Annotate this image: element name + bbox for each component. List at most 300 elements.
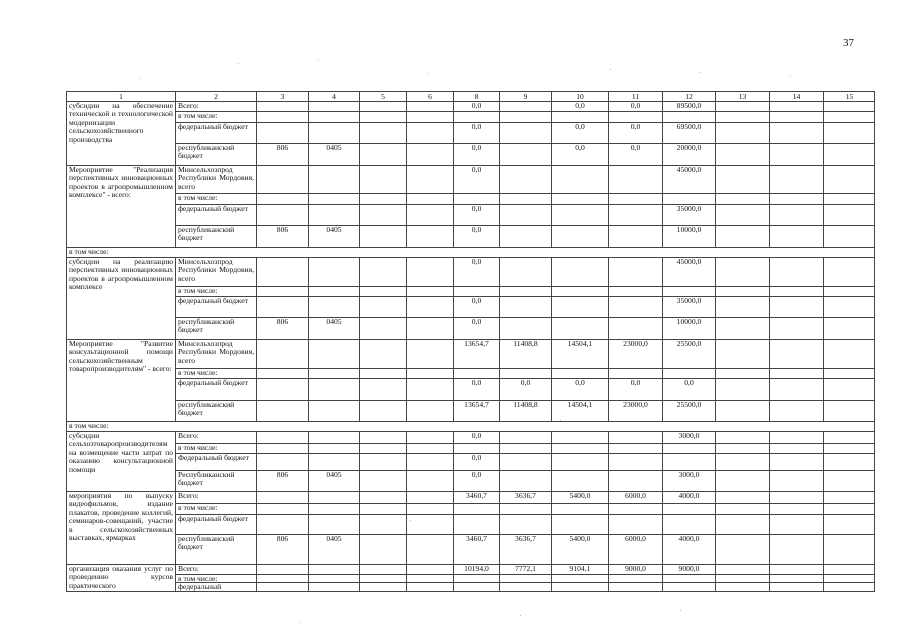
cell-text: в том числе: (69, 247, 109, 256)
table-cell (499, 491, 551, 503)
table-cell (769, 368, 823, 378)
cell-text: 13654,7 (464, 400, 489, 409)
table-cell (551, 165, 608, 193)
table-cell (662, 503, 715, 514)
cell-text: 0405 (326, 225, 342, 234)
table-cell (359, 111, 406, 122)
table-cell (453, 296, 499, 317)
cell-text: Минсельхозпрод Республики Мордовия, всего (178, 257, 254, 283)
table-cell (715, 111, 769, 122)
table-cell (256, 431, 308, 443)
cell-text: 13654,7 (464, 339, 489, 348)
table-cell (608, 491, 662, 503)
table-cell (308, 431, 359, 443)
funding-source (175, 431, 256, 443)
table-cell (715, 574, 769, 582)
table-cell (499, 225, 551, 247)
scan-speck (610, 69, 611, 70)
scan-speck (300, 622, 301, 623)
table-cell (823, 204, 875, 225)
table-cell (359, 491, 406, 503)
cell-text: 3000,0 (678, 470, 700, 479)
cell-text: 0,0 (471, 378, 482, 387)
table-cell (769, 143, 823, 165)
cell-text: в том числе: (178, 503, 218, 512)
table-cell (406, 400, 453, 421)
table-cell (359, 165, 406, 193)
cell-text: 3636,7 (515, 491, 536, 500)
table-cell (256, 503, 308, 514)
table-cell (499, 257, 551, 286)
table-cell (406, 378, 453, 400)
table-cell (359, 257, 406, 286)
cell-text: 6000,0 (625, 491, 646, 500)
table-cell (453, 143, 499, 165)
cell-text: 9 (523, 92, 528, 101)
cell-text: 0,0 (471, 317, 482, 326)
cell-text: субсидии сельхозтоваропроизводителям на возмещение части затрат по оказанию консультационной помощи (69, 431, 173, 474)
table-cell (551, 400, 608, 421)
cell-text: 35000,0 (676, 204, 702, 213)
table-cell (406, 503, 453, 514)
cell-text: Всего: (178, 431, 199, 440)
funding-source (175, 453, 256, 470)
cell-text: 8 (474, 92, 479, 101)
table-cell (823, 225, 875, 247)
table-cell (406, 582, 453, 592)
table-cell (551, 204, 608, 225)
table-cell (608, 317, 662, 339)
table-cell (823, 400, 875, 421)
table-cell (406, 453, 453, 470)
cell-text: 15 (845, 92, 854, 101)
table-cell (551, 193, 608, 204)
table-cell (608, 225, 662, 247)
table-cell (715, 225, 769, 247)
cell-text: Федеральный бюджет (178, 453, 249, 462)
table-cell (715, 582, 769, 592)
table-cell (823, 378, 875, 400)
table-cell (715, 286, 769, 296)
table-cell (769, 317, 823, 339)
cell-text: 5 (381, 92, 385, 101)
cell-text: 11408,8 (513, 339, 538, 348)
table-cell (551, 503, 608, 514)
table-cell (453, 101, 499, 111)
table-cell (499, 368, 551, 378)
column-header (453, 91, 499, 101)
table-cell (715, 431, 769, 443)
cell-text: 3460,7 (466, 491, 487, 500)
cell-text: мероприятия по выпуску видеофильмов, издание плакатов, проведение коллегий, семинаров-совещаний, участие в сельскохозяйственных выставках, ярмарках (69, 491, 173, 543)
cell-text: 10000,0 (676, 225, 702, 234)
table-cell (453, 368, 499, 378)
table-cell (499, 400, 551, 421)
table-cell (308, 339, 359, 368)
table-cell (308, 165, 359, 193)
table-cell (551, 574, 608, 582)
table-cell (359, 503, 406, 514)
cell-text: Всего: (178, 491, 199, 500)
cell-text: 0405 (326, 143, 342, 152)
cell-text: Мероприятие "Развитие консультационной помощи сельскохозяйственным товаропроизводителям" - всего: (69, 339, 173, 374)
table-cell (769, 564, 823, 574)
table-cell (359, 317, 406, 339)
table-cell (823, 574, 875, 582)
table-cell (551, 122, 608, 143)
cell-text: 0,0 (471, 257, 482, 266)
column-header (256, 91, 308, 101)
funding-source (175, 503, 256, 514)
table-cell (406, 286, 453, 296)
funding-source (175, 400, 256, 421)
measure-description (66, 165, 175, 247)
table-cell (551, 368, 608, 378)
table-cell (256, 534, 308, 564)
cell-text: в том числе: (178, 443, 218, 452)
table-cell (499, 534, 551, 564)
table-cell (256, 574, 308, 582)
table-cell (715, 470, 769, 491)
cell-text: 9104,1 (569, 564, 591, 573)
cell-text: 0,0 (471, 143, 482, 152)
table-cell (551, 534, 608, 564)
table-cell (608, 101, 662, 111)
cell-text: Мероприятие "Реализация перспективных инновационных проектов в агропромышленном комплексе" - всего: (69, 165, 173, 200)
table-cell (499, 122, 551, 143)
cell-text: федеральный бюджет (178, 514, 248, 523)
column-header (359, 91, 406, 101)
table-cell (715, 193, 769, 204)
table-cell (359, 582, 406, 592)
cell-text: 0405 (326, 470, 342, 479)
table-cell (308, 400, 359, 421)
scan-speck (410, 520, 411, 521)
table-cell (551, 378, 608, 400)
table-cell (662, 317, 715, 339)
table-cell (256, 582, 308, 592)
page-number: 37 (843, 37, 854, 49)
table-cell (453, 286, 499, 296)
cell-text: 35000,0 (676, 296, 702, 305)
table-cell (359, 564, 406, 574)
table-cell (453, 582, 499, 592)
table-cell (608, 431, 662, 443)
table-cell (308, 470, 359, 491)
table-cell (823, 143, 875, 165)
table-cell (499, 574, 551, 582)
table-cell (823, 317, 875, 339)
table-cell (308, 514, 359, 534)
table-cell (499, 443, 551, 453)
table-cell (359, 204, 406, 225)
cell-text: 14504,1 (567, 400, 593, 409)
table-cell (308, 143, 359, 165)
cell-text: Минсельхозпрод Республики Мордовия, всего (178, 165, 254, 191)
cell-text: 0,0 (471, 470, 482, 479)
table-cell (662, 491, 715, 503)
measure-description (66, 564, 175, 592)
table-cell (608, 453, 662, 470)
table-cell (551, 582, 608, 592)
table-cell (256, 339, 308, 368)
table-cell (308, 453, 359, 470)
table-cell (715, 257, 769, 286)
table-cell (662, 582, 715, 592)
table-cell (662, 339, 715, 368)
table-cell (453, 470, 499, 491)
table-cell (406, 534, 453, 564)
cell-text: 9000,0 (625, 564, 646, 573)
table-cell (499, 111, 551, 122)
table-cell (453, 165, 499, 193)
table-cell (608, 143, 662, 165)
table-cell (715, 296, 769, 317)
scan-speck (560, 420, 561, 421)
table-cell (715, 503, 769, 514)
table-cell (769, 122, 823, 143)
cell-text: 806 (276, 470, 289, 479)
funding-source (175, 225, 256, 247)
table-cell (662, 296, 715, 317)
table-cell (715, 165, 769, 193)
table-cell (453, 339, 499, 368)
table-cell (308, 286, 359, 296)
cell-text: 0,0 (471, 296, 482, 305)
table-cell (359, 470, 406, 491)
table-cell (406, 564, 453, 574)
table-cell (499, 431, 551, 443)
funding-source (175, 101, 256, 111)
funding-source (175, 143, 256, 165)
table-cell (769, 257, 823, 286)
table-cell (715, 443, 769, 453)
table-cell (359, 574, 406, 582)
table-cell (769, 491, 823, 503)
cell-text: 0405 (326, 317, 342, 326)
cell-text: 0,0 (471, 453, 482, 462)
cell-text: 0,0 (471, 431, 482, 440)
table-cell (715, 534, 769, 564)
table-cell (662, 111, 715, 122)
table-cell (256, 378, 308, 400)
table-cell (308, 193, 359, 204)
table-cell (453, 400, 499, 421)
table-cell (359, 225, 406, 247)
table-cell (715, 368, 769, 378)
column-header (715, 91, 769, 101)
table-cell (769, 453, 823, 470)
table-cell (823, 286, 875, 296)
table-cell (823, 534, 875, 564)
cell-text: 0,0 (630, 101, 641, 110)
funding-source (175, 534, 256, 564)
table-cell (499, 378, 551, 400)
table-cell (662, 564, 715, 574)
cell-text: 14 (792, 92, 801, 101)
table-cell (715, 122, 769, 143)
cell-text: республиканский бюджет (178, 400, 235, 418)
table-cell (308, 257, 359, 286)
table-cell (499, 582, 551, 592)
table-cell (256, 111, 308, 122)
column-header (823, 91, 875, 101)
table-cell (256, 296, 308, 317)
cell-text: 0,0 (630, 143, 641, 152)
cell-text: 45000,0 (676, 257, 702, 266)
table-cell (608, 400, 662, 421)
table-cell (769, 431, 823, 443)
table-cell (256, 143, 308, 165)
table-cell (406, 443, 453, 453)
cell-text: 20000,0 (676, 143, 702, 152)
table-cell (308, 296, 359, 317)
table-cell (359, 296, 406, 317)
table-cell (551, 257, 608, 286)
table-cell (308, 204, 359, 225)
table-cell (406, 470, 453, 491)
table-cell (662, 534, 715, 564)
table-cell (823, 491, 875, 503)
table-cell (769, 574, 823, 582)
table-cell (256, 470, 308, 491)
cell-text: 0,0 (630, 122, 641, 131)
table-cell (406, 101, 453, 111)
table-cell (662, 431, 715, 443)
table-cell (406, 165, 453, 193)
table-cell (256, 101, 308, 111)
cell-text: 1 (119, 92, 123, 101)
table-cell (769, 582, 823, 592)
table-cell (499, 564, 551, 574)
table-cell (769, 443, 823, 453)
table-cell (359, 514, 406, 534)
cell-text: 0,0 (471, 165, 482, 174)
cell-text: в том числе: (69, 421, 109, 430)
table-cell (715, 317, 769, 339)
funding-source (175, 122, 256, 143)
table-cell (256, 193, 308, 204)
measure-description (66, 491, 175, 564)
scan-speck (140, 78, 141, 79)
table-cell (662, 143, 715, 165)
cell-text: 6 (428, 92, 432, 101)
table-cell (823, 514, 875, 534)
table-cell (453, 193, 499, 204)
table-cell (715, 143, 769, 165)
table-cell (769, 286, 823, 296)
table-cell (453, 122, 499, 143)
table-cell (359, 286, 406, 296)
table-cell (256, 491, 308, 503)
cell-text: 0,0 (471, 101, 482, 110)
table-cell (823, 470, 875, 491)
table-cell (769, 514, 823, 534)
table-cell (308, 378, 359, 400)
table-cell (715, 453, 769, 470)
measure-description (66, 257, 175, 339)
cell-text: 0,0 (684, 378, 694, 387)
table-cell (715, 204, 769, 225)
table-cell (499, 296, 551, 317)
cell-text: 0,0 (575, 122, 585, 131)
section-subheading (66, 247, 875, 257)
table-cell (823, 443, 875, 453)
table-cell (359, 339, 406, 368)
cell-text: федеральный бюджет (178, 122, 248, 131)
funding-source (175, 286, 256, 296)
table-cell (662, 443, 715, 453)
table-cell (769, 165, 823, 193)
column-header (551, 91, 608, 101)
table-cell (308, 111, 359, 122)
cell-text: 5400,0 (569, 491, 591, 500)
scan-speck (238, 63, 239, 64)
table-cell (662, 101, 715, 111)
table-cell (662, 193, 715, 204)
table-cell (551, 564, 608, 574)
table-cell (608, 564, 662, 574)
column-header (608, 91, 662, 101)
cell-text: 0,0 (575, 143, 585, 152)
funding-source (175, 204, 256, 225)
table-cell (551, 470, 608, 491)
table-cell (551, 453, 608, 470)
table-cell (406, 225, 453, 247)
table-cell (359, 431, 406, 443)
cell-text: 25500,0 (676, 339, 702, 348)
table-cell (499, 470, 551, 491)
table-cell (308, 574, 359, 582)
table-cell (453, 514, 499, 534)
table-cell (453, 257, 499, 286)
table-cell (769, 503, 823, 514)
funding-source (175, 582, 256, 592)
table-cell (769, 339, 823, 368)
table-cell (551, 514, 608, 534)
cell-text: федеральный (178, 582, 222, 591)
table-cell (359, 368, 406, 378)
cell-text: 806 (276, 225, 289, 234)
table-cell (256, 514, 308, 534)
table-cell (308, 491, 359, 503)
table-cell (823, 101, 875, 111)
table-cell (308, 225, 359, 247)
table-cell (608, 296, 662, 317)
table-cell (551, 143, 608, 165)
funding-source (175, 378, 256, 400)
table-cell (256, 122, 308, 143)
column-header (662, 91, 715, 101)
table-cell (769, 101, 823, 111)
column-header (175, 91, 256, 101)
table-cell (453, 574, 499, 582)
cell-text: республиканский бюджет (178, 534, 235, 552)
cell-text: 10194,0 (464, 564, 489, 573)
table-cell (823, 582, 875, 592)
cell-text: 9000,0 (678, 564, 700, 573)
table-cell (308, 368, 359, 378)
table-cell (608, 503, 662, 514)
table-cell (662, 225, 715, 247)
cell-text: 2 (214, 92, 218, 101)
table-cell (769, 193, 823, 204)
cell-text: 13 (738, 92, 747, 101)
table-cell (715, 378, 769, 400)
table-cell (256, 286, 308, 296)
table-cell (499, 514, 551, 534)
table-cell (715, 339, 769, 368)
